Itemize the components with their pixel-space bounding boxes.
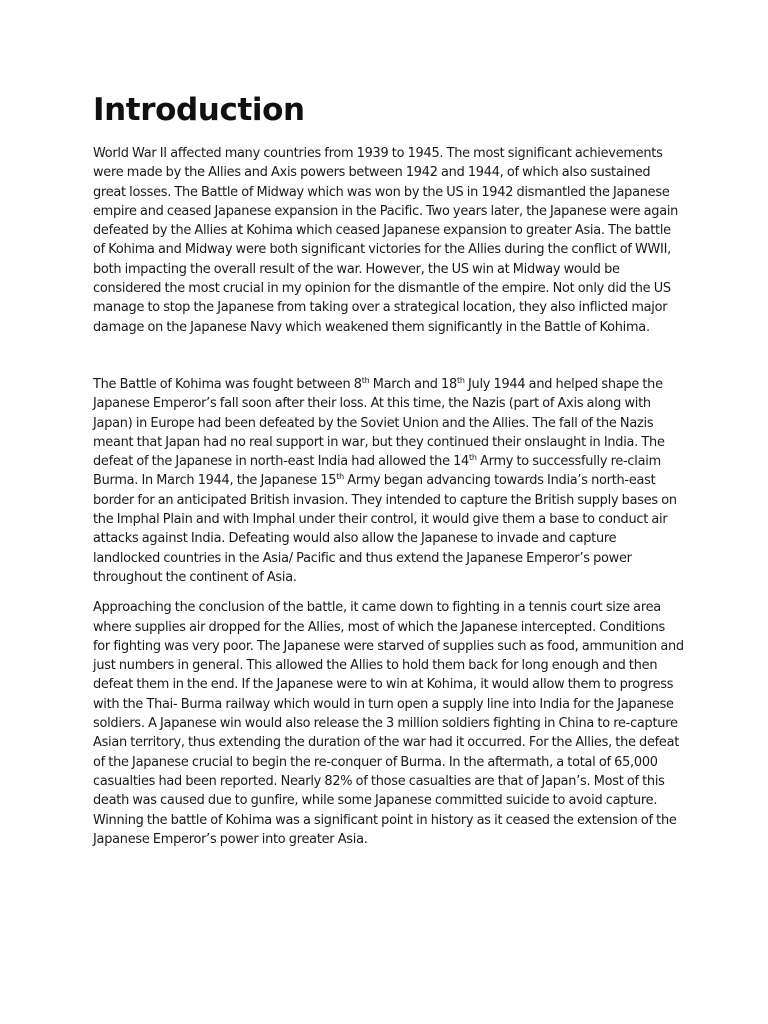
paragraph-2 — [93, 375, 685, 587]
paragraph-2-text: March and 18 — [369, 376, 457, 392]
paragraph-3: Approaching the conclusion of the battle, it came down to fighting in a tennis court size area where supplies air dropped for the Allies, most of which the Japanese intercepted. Conditions for fighting was very poor. The Japanese were starved of supplies such as food, ammunition and just numbers in general. This allowed the Allies to hold them back for long enough and then defeat them in the end. If the Japanese were to win at Kohima, it would allow them to progress with the Thai- Burma railway which would in turn open a supply line into India for the Japanese soldiers. A Japanese win would also release the 3 million soldiers fighting in China to re-capture Asian territory, thus extending the duration of the war had it occurred. For the Allies, the defeat of the Japanese crucial to begin the re-conquer of Burma. In the aftermath, a total of 65,000 casualties had been reported. Nearly 82% of those casualties are that of Japan’s. Most of this death was caused due to gunfire, while some Japanese committed suicide to avoid capture. Winning the battle of Kohima was a significant point in history as it ceased the extension of the Japanese Emperor’s power into greater Asia. — [93, 600, 684, 847]
paragraph-2-text: Army to successfully re-claim Burma. In March 1944, the Japanese 15 — [93, 454, 661, 489]
ordinal-suffix: th — [336, 472, 344, 482]
document-body — [93, 90, 685, 849]
ordinal-suffix: th — [469, 453, 477, 463]
paragraph-2-text: Army began advancing towards India’s north-east border for an anticipated British invasion. They intended to capture the British supply bases on the Imphal Plain and with Imphal under their control, it would give them a base to conduct air attacks against India. Defeating would also allow the Japanese to invade and capture landlocked countries in the Asia/ Pacific and thus extend the Japanese Emperor’s power throughout the continent of Asia. — [93, 473, 677, 585]
paragraph-2-text: The Battle of Kohima was fought between 8 — [93, 376, 362, 392]
page-title: Introduction — [93, 92, 305, 128]
ordinal-suffix: th — [456, 375, 465, 385]
paragraph-1: World War II affected many countries from 1939 to 1945. The most significant achievements were made by the Allies and Axis powers between 1942 and 1944, of which also sustained great losses. The Battle of Midway which was won by the US in 1942 dismantled the Japanese empire and ceased Japanese expansion in the Pacific. Two years later, the Japanese were again defeated by the Allies at Kohima which ceased Japanese expansion to greater Asia. The battle of Kohima and Midway were both significant victories for the Allies during the conflict of WWII, both impacting the overall result of the war. However, the US win at Midway would be considered the most crucial in my opinion for the dismantle of the empire. Not only did the US manage to stop the Japanese from taking over a strategical location, they also inflicted major damage on the Japanese Navy which weakened them significantly in the Battle of Kohima. — [93, 146, 679, 335]
paragraph-2-text: July 1944 and helped shape the Japanese Emperor’s fall soon after their loss. At this time, the Nazis (part of Axis along with Japan) in Europe had been defeated by the Soviet Union and the Allies. The fall of the Nazis meant that Japan had no real support in war, but they continued their onslaught in India. The defeat of the Japanese in north-east India had allowed the 14 — [93, 376, 665, 470]
ordinal-suffix: th — [361, 375, 370, 385]
